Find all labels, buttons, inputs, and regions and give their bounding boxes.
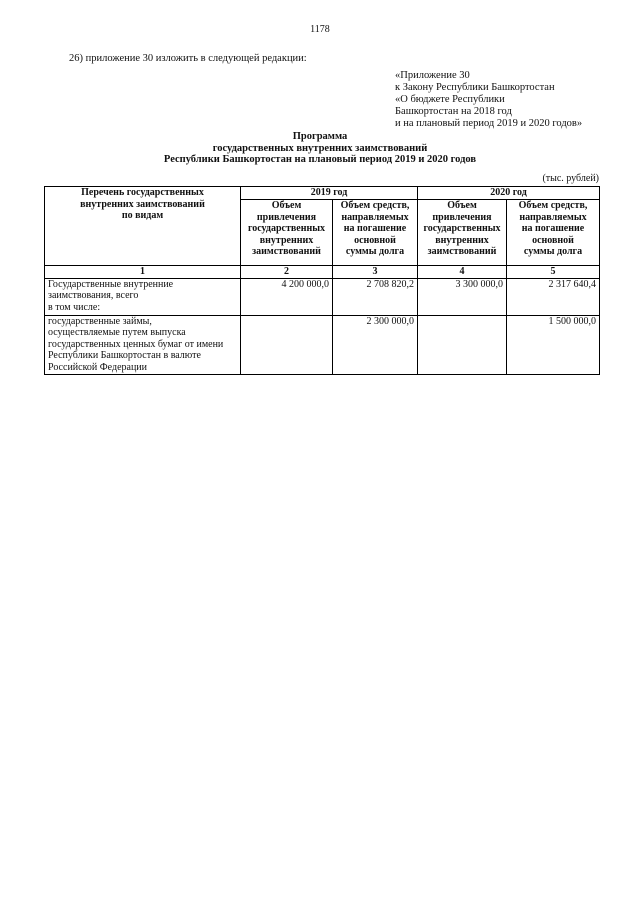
column-number: 1 <box>45 266 241 279</box>
header-year-2019: 2019 год <box>241 187 418 200</box>
header-2019-repayment-volume: Объем средств, направляемых на погашение основной суммы долга <box>333 200 418 266</box>
row-label: государственные займы, осуществляемые путем выпуска государственных ценных бумаг от имени Республики Башкортостан в валюте Российской Федерации <box>45 315 241 374</box>
borrowing-table <box>44 186 600 375</box>
value-cell: 3 300 000,0 <box>418 278 507 315</box>
value-cell <box>418 315 507 374</box>
intro-line: 26) приложение 30 изложить в следующей редакции: <box>69 53 307 64</box>
header-year-2020: 2020 год <box>418 187 600 200</box>
appendix-line: «О бюджете Республики <box>395 94 505 105</box>
value-cell: 1 500 000,0 <box>507 315 600 374</box>
column-number-row <box>45 266 600 279</box>
value-cell: 4 200 000,0 <box>241 278 333 315</box>
title-line: Республики Башкортостан на плановый период 2019 и 2020 годов <box>163 154 477 165</box>
value-cell: 2 708 820,2 <box>333 278 418 315</box>
column-number: 2 <box>241 266 333 279</box>
column-number: 3 <box>333 266 418 279</box>
header-borrowing-types: Перечень государственных внутренних заимствований по видам <box>45 187 241 266</box>
appendix-reference <box>395 70 582 130</box>
column-number: 5 <box>507 266 600 279</box>
value-cell <box>241 315 333 374</box>
row-label: Государственные внутренние заимствования, всего в том числе: <box>45 278 241 315</box>
table-row <box>45 315 600 374</box>
units-label: (тыс. рублей) <box>542 173 599 184</box>
table-row <box>45 278 600 315</box>
document-title <box>0 131 640 166</box>
appendix-line: «Приложение 30 <box>395 70 470 81</box>
appendix-line: Башкортостан на 2018 год <box>395 106 512 117</box>
appendix-line: к Закону Республики Башкортостан <box>395 82 555 93</box>
column-number: 4 <box>418 266 507 279</box>
value-cell: 2 317 640,4 <box>507 278 600 315</box>
value-cell: 2 300 000,0 <box>333 315 418 374</box>
header-2019-borrowing-volume: Объем привлечения государственных внутренних заимствований <box>241 200 333 266</box>
header-2020-borrowing-volume: Объем привлечения государственных внутренних заимствований <box>418 200 507 266</box>
appendix-line: и на плановый период 2019 и 2020 годов» <box>395 118 583 129</box>
header-2020-repayment-volume: Объем средств, направляемых на погашение основной суммы долга <box>507 200 600 266</box>
page-number: 1178 <box>310 24 330 35</box>
title-line: государственных внутренних заимствований <box>212 142 428 154</box>
title-line: Программа <box>292 131 348 142</box>
